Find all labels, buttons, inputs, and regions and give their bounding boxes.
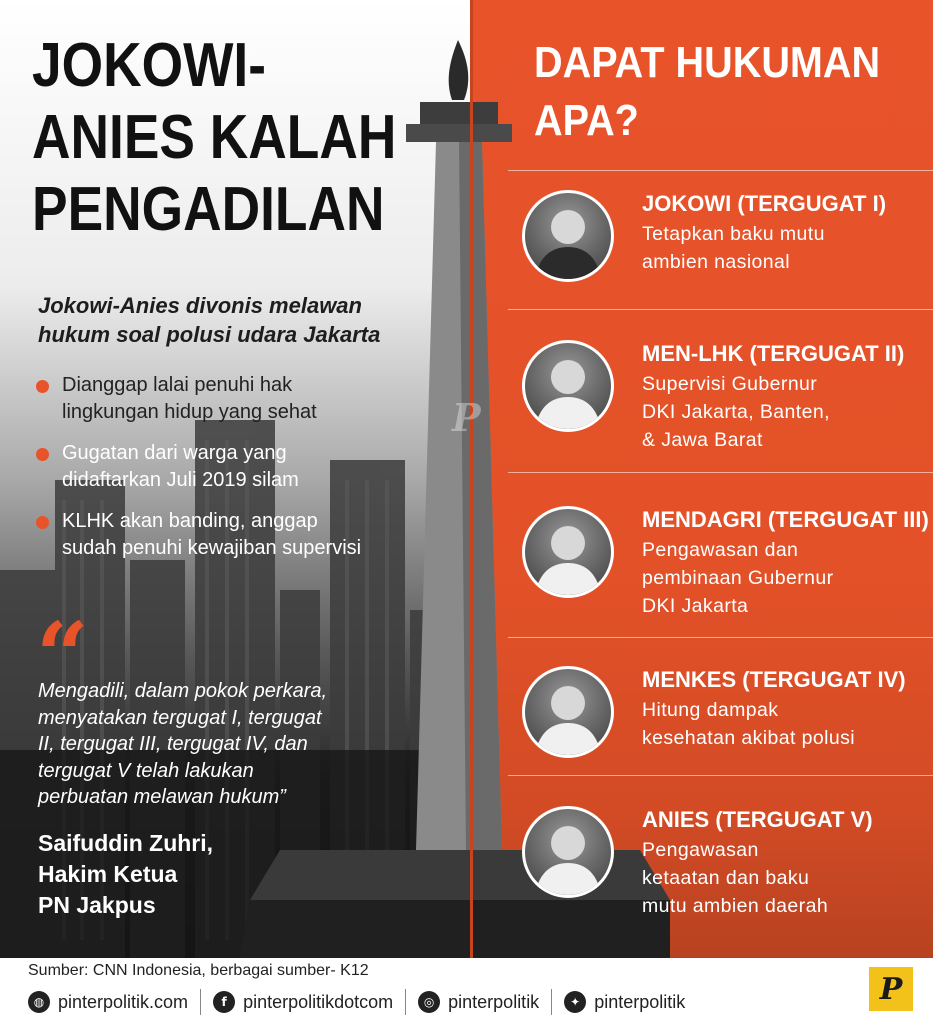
facebook-icon: f xyxy=(213,991,235,1013)
bullet-item xyxy=(36,440,456,494)
defendant-title: MENKES (TERGUGAT IV) xyxy=(642,667,906,692)
defendant-desc-line: Supervisi Gubernur xyxy=(642,373,818,395)
defendant-title: MENDAGRI (TERGUGAT III) xyxy=(642,507,929,532)
divider xyxy=(508,775,933,776)
bullet-line: KLHK akan banding, anggap xyxy=(62,510,318,532)
defendant-card xyxy=(522,340,922,470)
person-icon xyxy=(525,809,611,895)
subheadline-line: hukum soal polusi udara Jakarta xyxy=(38,322,381,347)
person-icon xyxy=(525,509,611,595)
quote-line: menyatakan tergugat I, tergugat xyxy=(38,706,322,729)
social-link-website[interactable] xyxy=(28,990,188,1014)
bullet-line: Gugatan dari warga yang xyxy=(62,442,287,464)
quote-line: II, tergugat III, tergugat IV, dan xyxy=(38,733,308,755)
defendant-desc-line: pembinaan Gubernur xyxy=(642,567,834,589)
avatar xyxy=(522,666,614,758)
defendant-title: MEN-LHK (TERGUGAT II) xyxy=(642,341,905,366)
defendant-desc-line: mutu ambien daerah xyxy=(642,895,829,917)
avatar xyxy=(522,806,614,898)
bullet-dot-icon xyxy=(36,516,49,529)
source-text: Sumber: CNN Indonesia, berbagai sumber- K12 xyxy=(28,962,369,979)
bullet-line: lingkungan hidup yang sehat xyxy=(62,401,317,423)
defendant-desc xyxy=(642,836,828,920)
defendant-desc xyxy=(642,370,830,454)
globe-icon: ◍ xyxy=(28,991,50,1013)
defendant-desc-line: & Jawa Barat xyxy=(642,429,763,451)
person-icon xyxy=(525,669,611,755)
divider xyxy=(508,637,933,638)
headline xyxy=(32,30,397,246)
headline-line: JOKOWI- xyxy=(32,31,267,100)
headline-line: ANIES KALAH xyxy=(32,103,397,172)
defendant-desc-line: Pengawasan dan xyxy=(642,539,799,561)
column-divider xyxy=(470,0,473,958)
quote-line: tergugat V telah lakukan xyxy=(38,759,254,782)
bullet-dot-icon xyxy=(36,448,49,461)
instagram-icon: ◎ xyxy=(418,991,440,1013)
defendant-desc-line: DKI Jakarta xyxy=(642,595,749,617)
twitter-icon: ✦ xyxy=(564,991,586,1013)
defendant-desc-line: Pengawasan xyxy=(642,839,759,861)
divider xyxy=(508,472,933,473)
quote-line: perbuatan melawan hukum” xyxy=(38,786,286,808)
quote-author-line: Hakim Ketua xyxy=(38,861,178,887)
quote-author-line: Saifuddin Zuhri, xyxy=(38,830,214,856)
bullet-dot-icon xyxy=(36,380,49,393)
bullet-line: didaftarkan Juli 2019 silam xyxy=(62,469,299,491)
defendant-desc-line: DKI Jakarta, Banten, xyxy=(642,401,830,423)
defendant-desc xyxy=(642,536,834,620)
quote-text xyxy=(38,678,458,811)
defendant-desc-line: ketaatan dan baku xyxy=(642,867,810,889)
bullet-item xyxy=(36,508,456,562)
social-label: pinterpolitikdotcom xyxy=(243,991,394,1012)
headline-line: PENGADILAN xyxy=(32,175,385,244)
avatar xyxy=(522,506,614,598)
defendant-desc xyxy=(642,696,855,752)
right-title xyxy=(534,34,880,150)
person-icon xyxy=(525,343,611,429)
subheadline-line: Jokowi-Anies divonis melawan xyxy=(38,293,362,318)
right-title-line: APA? xyxy=(534,96,639,145)
defendant-card xyxy=(522,806,922,936)
subheadline xyxy=(38,291,458,349)
bullet-item xyxy=(36,372,456,426)
bullet-line: sudah penuhi kewajiban supervisi xyxy=(62,537,362,559)
defendant-desc xyxy=(642,220,825,276)
person-icon xyxy=(525,193,611,279)
divider xyxy=(405,989,406,1015)
social-label: pinterpolitik.com xyxy=(58,991,189,1012)
social-link-facebook[interactable] xyxy=(213,990,393,1014)
defendant-card xyxy=(522,666,922,796)
social-link-twitter[interactable] xyxy=(564,990,685,1014)
defendant-desc-line: Tetapkan baku mutu xyxy=(642,223,825,245)
divider xyxy=(551,989,552,1015)
pinterpolitik-logo: P xyxy=(869,967,913,1011)
avatar xyxy=(522,190,614,282)
quote-line: Mengadili, dalam pokok perkara, xyxy=(38,680,328,702)
defendant-card xyxy=(522,506,929,636)
social-links xyxy=(28,990,685,1014)
defendant-card xyxy=(522,190,922,320)
social-link-instagram[interactable] xyxy=(418,990,539,1014)
avatar xyxy=(522,340,614,432)
quote-author xyxy=(38,828,213,921)
defendant-title: JOKOWI (TERGUGAT I) xyxy=(642,191,887,216)
divider xyxy=(508,170,933,171)
divider xyxy=(508,309,933,310)
defendant-title: ANIES (TERGUGAT V) xyxy=(642,807,873,832)
defendant-desc-line: Hitung dampak xyxy=(642,699,779,721)
quote-mark-icon: “ xyxy=(36,602,89,710)
divider xyxy=(200,989,201,1015)
quote-author-line: PN Jakpus xyxy=(38,892,156,918)
social-label: pinterpolitik xyxy=(448,991,540,1012)
right-title-line: DAPAT HUKUMAN xyxy=(534,38,881,87)
social-label: pinterpolitik xyxy=(594,991,686,1012)
bullet-list xyxy=(36,372,456,576)
bullet-line: Dianggap lalai penuhi hak xyxy=(62,374,293,396)
defendant-desc-line: kesehatan akibat polusi xyxy=(642,727,856,749)
watermark: P xyxy=(452,395,481,440)
defendant-desc-line: ambien nasional xyxy=(642,251,791,273)
